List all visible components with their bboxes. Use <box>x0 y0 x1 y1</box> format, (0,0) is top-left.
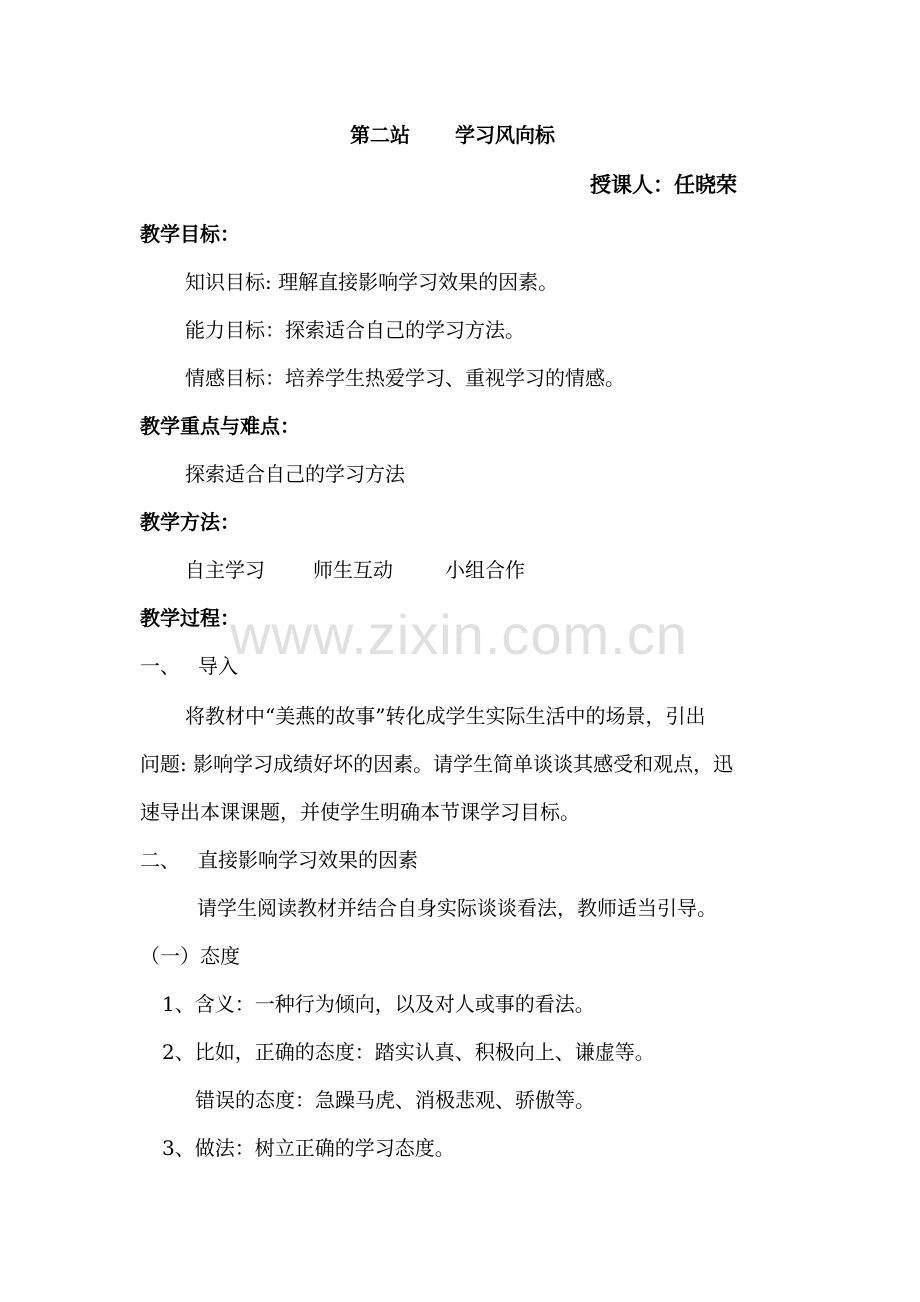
goal-knowledge: 知识目标: 理解直接影响学习效果的因素。 <box>185 270 559 294</box>
key-points-text: 探索适合自己的学习方法 <box>185 462 405 486</box>
section-1-title: 导入 <box>198 654 238 678</box>
method-1: 自主学习 <box>185 558 265 582</box>
section-2-title: 直接影响学习效果的因素 <box>198 848 418 872</box>
author-line: 授课人：任晓荣 <box>590 173 737 197</box>
heading-methods: 教学方法： <box>140 510 240 534</box>
section-2-intro: 请学生阅读教材并结合自身实际谈谈看法，教师适当引导。 <box>197 896 717 920</box>
method-2: 师生互动 <box>313 558 393 582</box>
title-part-2: 学习风向标 <box>455 123 555 147</box>
item-1-definition: 1、含义：一种行为倾向，以及对人或事的看法。 <box>162 992 595 1016</box>
item-2-examples: 2、比如，正确的态度：踏实认真、积极向上、谦虚等。 <box>162 1040 655 1064</box>
watermark: www.zixin.com.cn <box>230 603 688 666</box>
heading-process: 教学过程： <box>140 606 240 630</box>
item-2-continuation: 错误的态度：急躁马虎、消极悲观、骄傲等。 <box>195 1088 595 1112</box>
heading-goals: 教学目标： <box>140 222 240 246</box>
section-1-paragraph-line-2: 问题: 影响学习成绩好坏的因素。请学生简单谈谈其感受和观点，迅 <box>140 752 734 776</box>
subsection-attitude: （一）态度 <box>140 944 240 968</box>
item-3-method: 3、做法：树立正确的学习态度。 <box>162 1136 455 1160</box>
section-1-number: 一、 <box>140 654 180 678</box>
section-2-number: 二、 <box>140 848 180 872</box>
section-1-paragraph-line-1: 将教材中“美燕的故事”转化成学生实际生活中的场景，引出 <box>185 704 706 728</box>
goal-emotion: 情感目标：培养学生热爱学习、重视学习的情感。 <box>185 366 625 390</box>
method-3: 小组合作 <box>445 558 525 582</box>
title-part-1: 第二站 <box>350 123 410 147</box>
goal-ability: 能力目标：探索适合自己的学习方法。 <box>185 318 525 342</box>
section-1-paragraph-line-3: 速导出本课课题，并使学生明确本节课学习目标。 <box>140 800 580 824</box>
heading-key-points: 教学重点与难点： <box>140 414 300 438</box>
